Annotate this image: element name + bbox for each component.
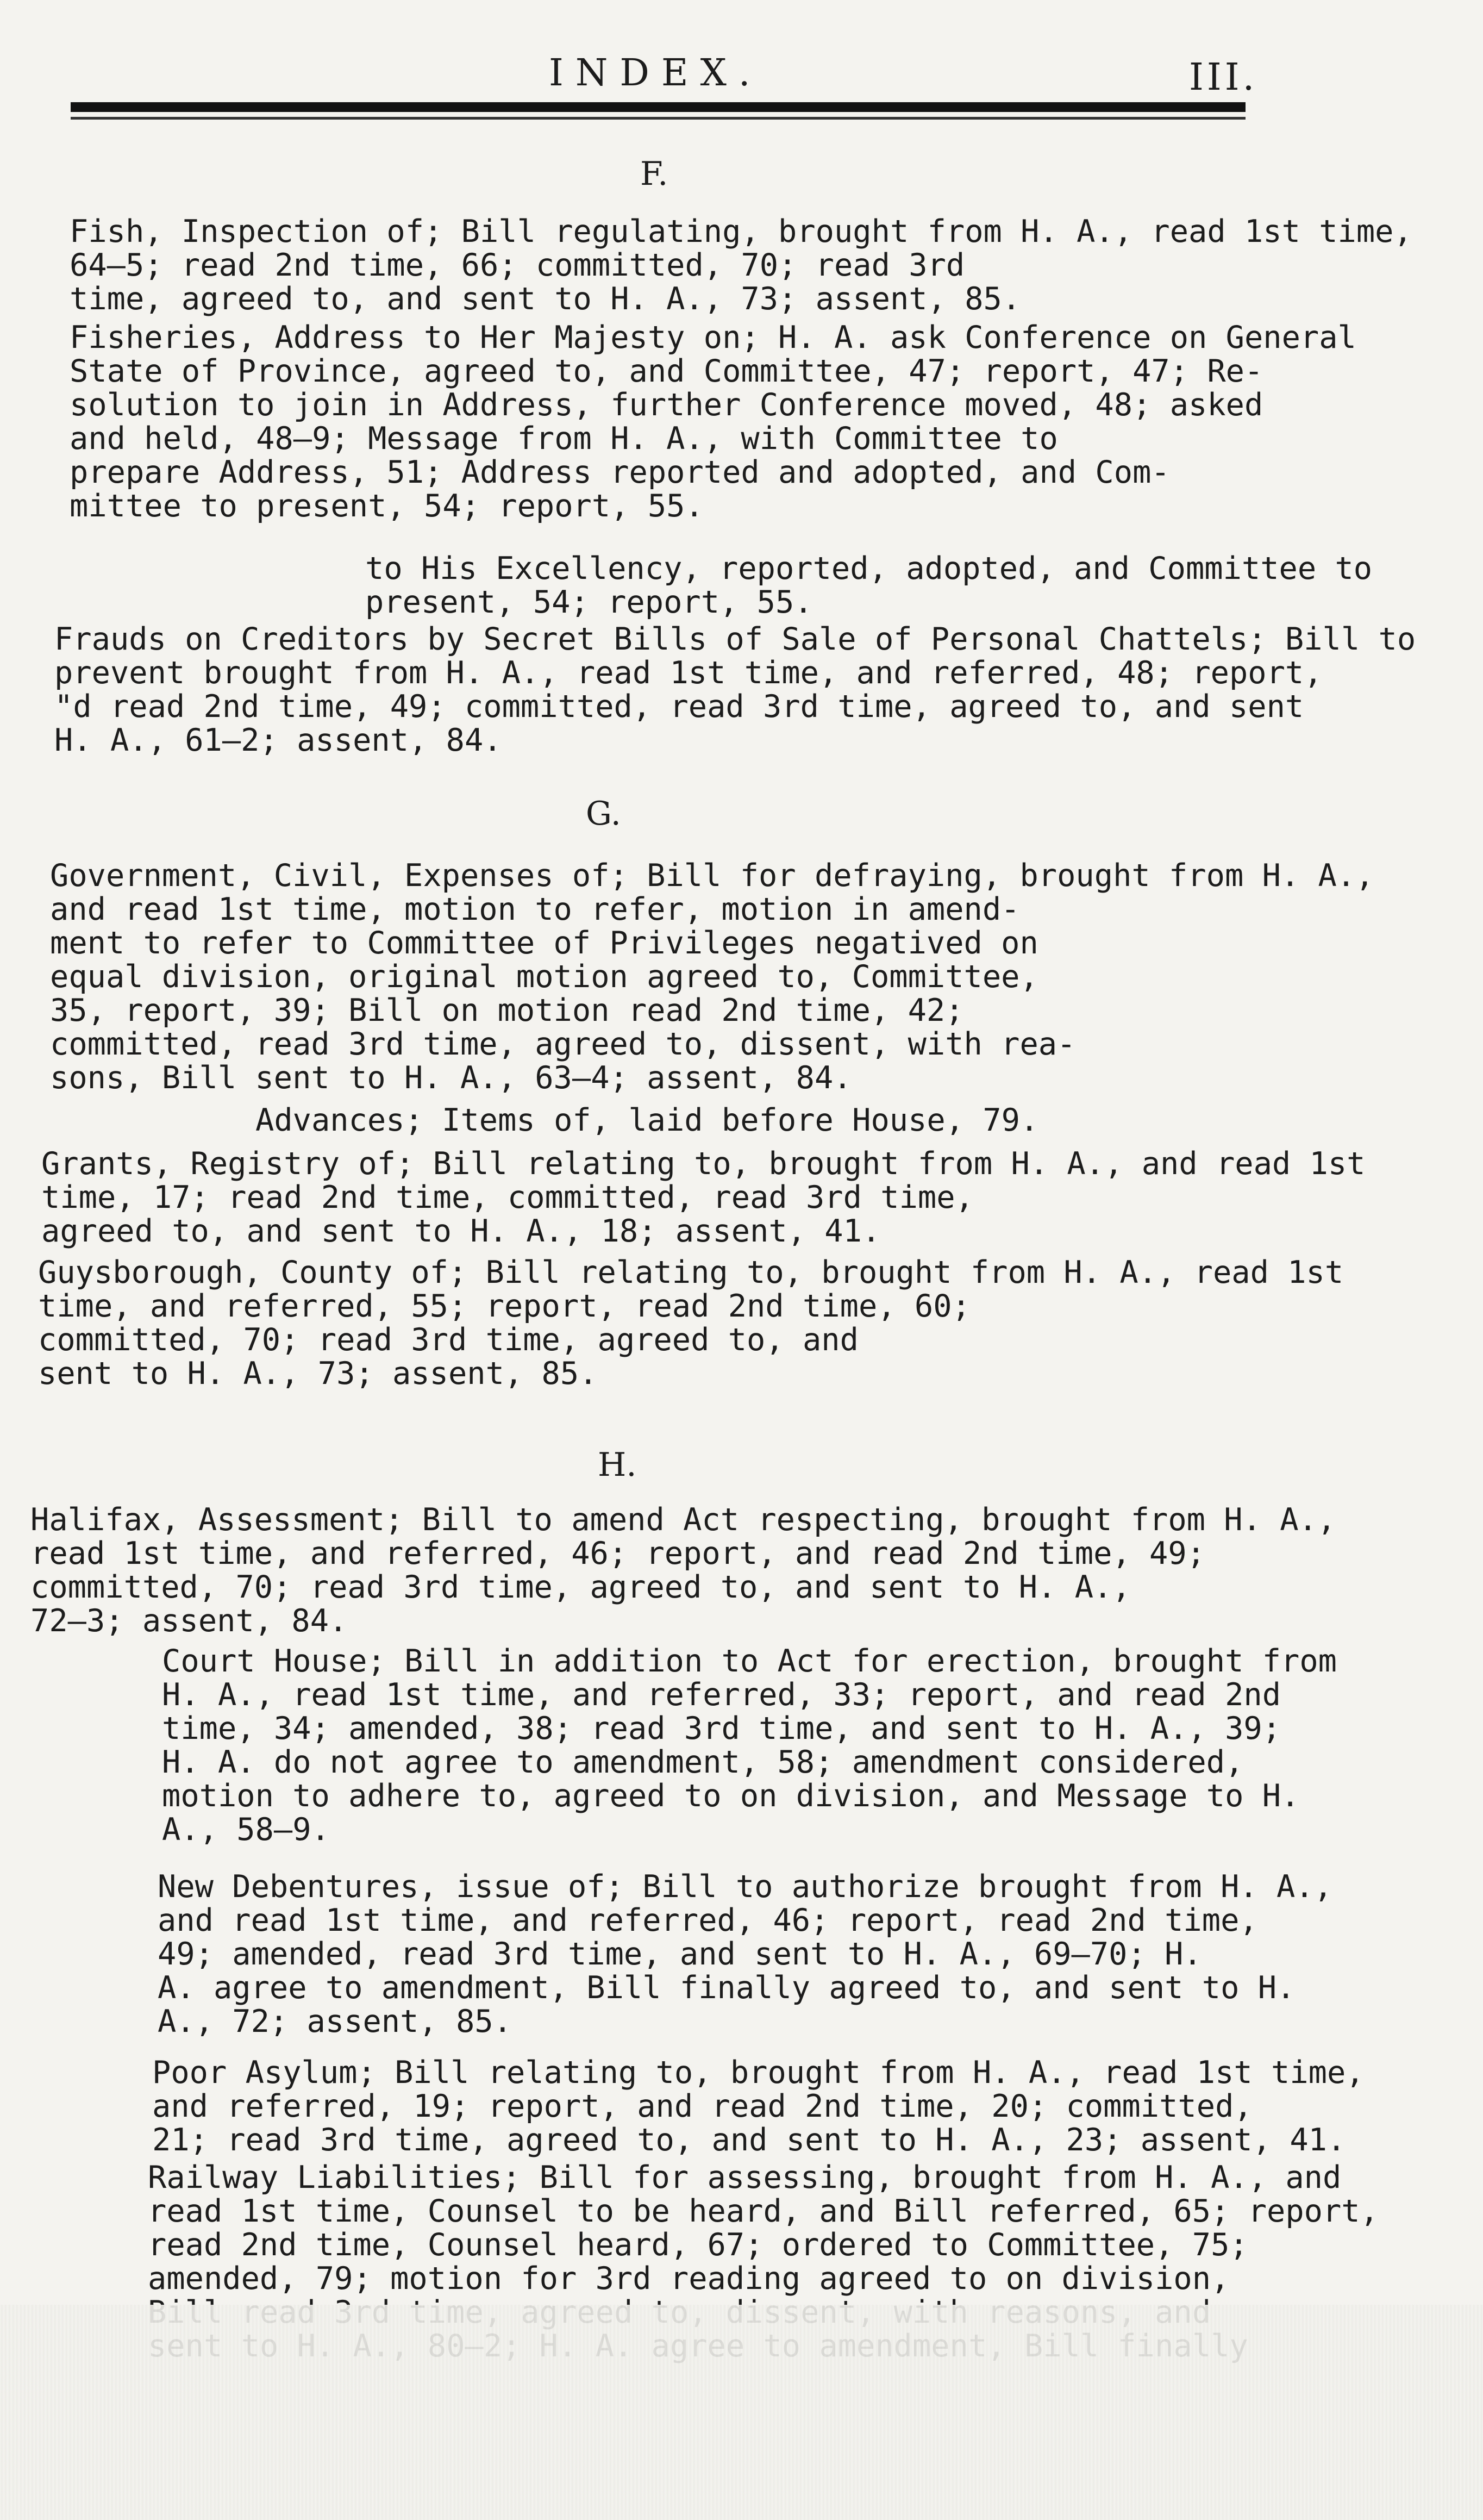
section-letter-g: G. [586, 795, 621, 833]
index-entry-halifax-assessment: Halifax, Assessment; Bill to amend Act respecting, brought from H. A., read 1st time, and referred, 46; report, and read 2nd time, 49; committed, 70; read 3rd time, agreed to, and sent to H. A., 72—3; assent, 84. [30, 1502, 1336, 1639]
header-rule-thick [71, 102, 1246, 112]
running-header [0, 52, 1483, 106]
index-entry-halifax-new-debentures: New Debentures, issue of; Bill to authorize brought from H. A., and read 1st time, and referred, 46; report, read 2nd time, 49; amended, read 3rd time, and sent to H. A., 69—70; H. A. agree to amendment, Bill finally agreed to, and sent to H. A., 72; assent, 85. [158, 1869, 1332, 2039]
index-entry-halifax-court-house: Court House; Bill in addition to Act for erection, brought from H. A., read 1st time, and referred, 33; report, and read 2nd time, 34; amended, 38; read 3rd time, and sent to H. A., 39; H. A. do not agree to amendment, 58; amendment considered, motion to adhere to, agreed to on division, and Message to H. A., 58—9. [162, 1643, 1337, 1848]
index-entry-government-civil: Government, Civil, Expenses of; Bill for defraying, brought from H. A., and read 1st time, motion to refer, motion in amend- ment to refer to Committee of Privileges negatived on equal division, original motion agreed to, Committee, 35, report, 39; Bill on motion read 2nd time, 42; committed, read 3rd time, agreed to, dissent, with rea- sons, Bill sent to H. A., 63—4; assent, 84. [50, 858, 1374, 1096]
index-entry-halifax-poor-asylum: Poor Asylum; Bill relating to, brought from H. A., read 1st time, and referred, 19; report, and read 2nd time, 20; committed, 21; read 3rd time, agreed to, and sent to H. A., 23; assent, 41. [152, 2055, 1365, 2158]
section-letter-h: H. [598, 1446, 637, 1484]
header-rule-thin [71, 117, 1246, 120]
index-entry-fish: Fish, Inspection of; Bill regulating, brought from H. A., read 1st time, 64—5; read 2nd time, 66; committed, 70; read 3rd time, agreed to, and sent to H. A., 73; assent, 85. [70, 214, 1412, 317]
page-number: III. [1189, 56, 1258, 99]
index-entry-fisheries: Fisheries, Address to Her Majesty on; H. A. ask Conference on General State of Province, agreed to, and Committee, 47; report, 47; Re- solution to join in Address, further Conference moved, 48; asked and held, 48—9; Message from H. A., with Committee to prepare Address, 51; Address reported and adopted, and Com- mittee to present, 54; report, 55. [70, 320, 1356, 524]
index-entry-halifax-railway-liabilities: Railway Liabilities; Bill for assessing, brought from H. A., and read 1st time, Counsel to be heard, and Bill referred, 65; report, read 2nd time, Counsel heard, 67; ordered to Committee, 75; amended, 79; motion for 3rd reading agreed to on division, [148, 2160, 1379, 2297]
index-entry-grants-registry: Grants, Registry of; Bill relating to, brought from H. A., and read 1st time, 17; read 2nd time, committed, read 3rd time, agreed to, and sent to H. A., 18; assent, 41. [41, 1146, 1366, 1249]
index-entry-fisheries-excellency: to His Excellency, reported, adopted, and Committee to present, 54; report, 55. [365, 551, 1373, 620]
section-letter-f: F. [640, 155, 668, 193]
index-entry-guysborough: Guysborough, County of; Bill relating to, brought from H. A., read 1st time, and referred, 55; report, read 2nd time, 60; committed, 70; read 3rd time, agreed to, and sent to H. A., 73; assent, 85. [38, 1255, 1344, 1392]
scan-noise-band [0, 2305, 1483, 2520]
running-title: INDEX. [549, 52, 762, 95]
index-entry-frauds: Frauds on Creditors by Secret Bills of Sale of Personal Chattels; Bill to prevent brought from H. A., read 1st time, and referred, 48; report, "d read 2nd time, 49; committed, read 3rd time, agreed to, and sent H. A., 61—2; assent, 84. [54, 621, 1416, 758]
index-entry-government-advances: Advances; Items of, laid before House, 79. [255, 1102, 1039, 1138]
